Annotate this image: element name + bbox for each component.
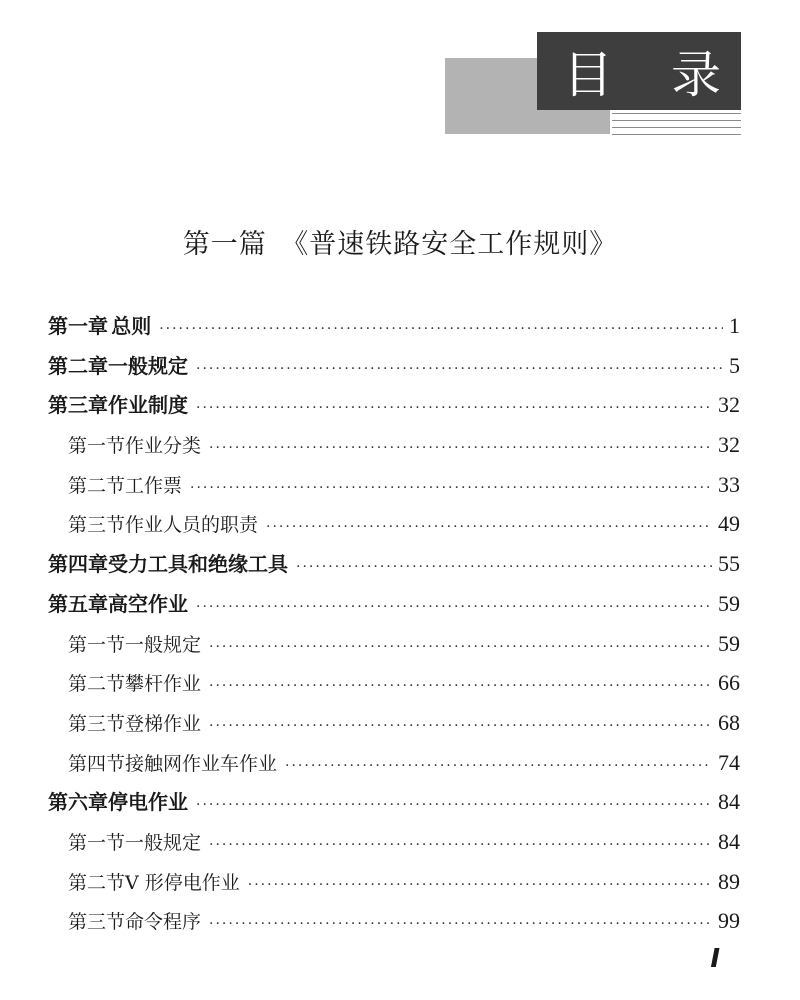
toc-dot-leader bbox=[209, 707, 712, 747]
toc-entry-page: 84 bbox=[718, 828, 740, 854]
toc-dot-leader bbox=[209, 905, 712, 945]
toc-entry-title: 接触网作业车作业 bbox=[125, 752, 278, 775]
toc-dot-leader bbox=[209, 628, 712, 668]
toc-entry-page: 74 bbox=[718, 749, 740, 775]
toc-dot-leader bbox=[209, 667, 712, 707]
toc-section-row[interactable] bbox=[48, 743, 740, 783]
toc-entry-page: 99 bbox=[718, 908, 740, 934]
toc-entry-number: 第三节 bbox=[68, 514, 126, 537]
toc-entry-number: 第一章 bbox=[48, 314, 108, 338]
toc-entry-title: 登梯作业 bbox=[125, 712, 202, 735]
toc-entry-title: 停电作业 bbox=[108, 790, 188, 815]
part-title: 第一篇 《普速铁路安全工作规则》 bbox=[182, 229, 618, 260]
toc-entry-page: 1 bbox=[729, 313, 740, 338]
toc-entry-title: 受力工具和绝缘工具 bbox=[108, 552, 288, 577]
toc-dot-leader bbox=[285, 747, 712, 787]
toc-section-row[interactable] bbox=[48, 465, 740, 505]
toc-dot-leader bbox=[196, 350, 723, 390]
table-of-contents bbox=[48, 306, 740, 941]
toc-dot-leader bbox=[248, 866, 712, 906]
toc-entry-number: 第三节 bbox=[68, 712, 126, 735]
toc-dot-leader bbox=[196, 588, 712, 628]
toc-dot-leader bbox=[196, 786, 712, 826]
toc-entry-number: 第二章 bbox=[48, 353, 108, 378]
toc-entry-number: 第一节 bbox=[68, 633, 126, 656]
toc-entry-title: 作业人员的职责 bbox=[125, 514, 259, 537]
toc-entry-page: 32 bbox=[718, 392, 740, 418]
toc-entry-number: 第二节 bbox=[68, 474, 126, 497]
rule-line bbox=[612, 113, 741, 114]
toc-section-row[interactable] bbox=[48, 504, 740, 544]
toc-entry-number: 第三章 bbox=[48, 393, 108, 418]
toc-chapter-row[interactable] bbox=[48, 346, 740, 386]
toc-entry-number: 第一节 bbox=[68, 435, 126, 458]
toc-entry-number: 第二节 bbox=[68, 673, 126, 696]
toc-entry-number: 第五章 bbox=[48, 591, 108, 616]
toc-section-row[interactable] bbox=[48, 822, 740, 862]
toc-entry-number: 第二节 bbox=[68, 871, 126, 894]
contents-title-right: 录 bbox=[671, 46, 721, 104]
toc-entry-page: 55 bbox=[718, 551, 740, 577]
toc-section-row[interactable] bbox=[48, 425, 740, 465]
toc-chapter-row[interactable] bbox=[48, 584, 740, 624]
header-rule-lines bbox=[612, 113, 741, 135]
toc-dot-leader bbox=[296, 548, 712, 588]
toc-entry-number: 第三节 bbox=[68, 911, 126, 934]
toc-section-row[interactable] bbox=[48, 901, 740, 941]
toc-chapter-row[interactable] bbox=[48, 782, 740, 822]
toc-entry-number: 第六章 bbox=[48, 790, 108, 815]
toc-entry-title: 命令程序 bbox=[125, 911, 202, 934]
toc-entry-page: 59 bbox=[718, 630, 740, 656]
toc-entry-page: 49 bbox=[718, 511, 740, 537]
toc-dot-leader bbox=[159, 310, 723, 350]
toc-dot-leader bbox=[190, 469, 712, 509]
rule-line bbox=[612, 127, 741, 128]
toc-dot-leader bbox=[209, 429, 712, 469]
toc-section-row[interactable] bbox=[48, 663, 740, 703]
toc-chapter-row[interactable] bbox=[48, 385, 740, 425]
toc-entry-page: 5 bbox=[729, 352, 740, 378]
toc-section-row[interactable] bbox=[48, 862, 740, 902]
toc-entry-title: 作业分类 bbox=[125, 435, 202, 458]
toc-entry-title: 作业制度 bbox=[108, 393, 188, 418]
toc-entry-page: 68 bbox=[718, 709, 740, 735]
toc-entry-title: 工作票 bbox=[125, 474, 183, 497]
toc-entry-number: 第一节 bbox=[68, 831, 126, 854]
toc-entry-page: 32 bbox=[718, 432, 740, 458]
toc-entry-page: 59 bbox=[718, 590, 740, 616]
rule-line bbox=[612, 134, 741, 135]
contents-title bbox=[537, 32, 741, 110]
toc-chapter-row[interactable] bbox=[48, 544, 740, 584]
toc-entry-number: 第四章 bbox=[48, 552, 108, 577]
toc-entry-title: 一般规定 bbox=[125, 831, 202, 854]
toc-entry-title: V 形停电作业 bbox=[125, 871, 240, 894]
rule-line bbox=[612, 120, 741, 121]
contents-title-left: 目 bbox=[563, 46, 613, 104]
toc-section-row[interactable] bbox=[48, 703, 740, 743]
toc-entry-number: 第四节 bbox=[68, 752, 126, 775]
toc-entry-title: 总则 bbox=[111, 314, 152, 338]
toc-dot-leader bbox=[209, 826, 712, 866]
toc-entry-page: 89 bbox=[718, 868, 740, 894]
toc-dot-leader bbox=[266, 508, 712, 548]
toc-entry-page: 84 bbox=[718, 789, 740, 815]
toc-entry-title: 高空作业 bbox=[108, 591, 188, 616]
toc-entry-title: 攀杆作业 bbox=[125, 673, 202, 696]
toc-section-row[interactable] bbox=[48, 624, 740, 664]
toc-dot-leader bbox=[196, 389, 712, 429]
toc-entry-page: 33 bbox=[718, 471, 740, 497]
toc-chapter-row[interactable] bbox=[48, 306, 740, 346]
page-folio: I bbox=[710, 944, 720, 974]
toc-entry-title: 一般规定 bbox=[125, 633, 202, 656]
toc-entry-page: 66 bbox=[718, 670, 740, 696]
toc-entry-title: 一般规定 bbox=[108, 353, 188, 378]
